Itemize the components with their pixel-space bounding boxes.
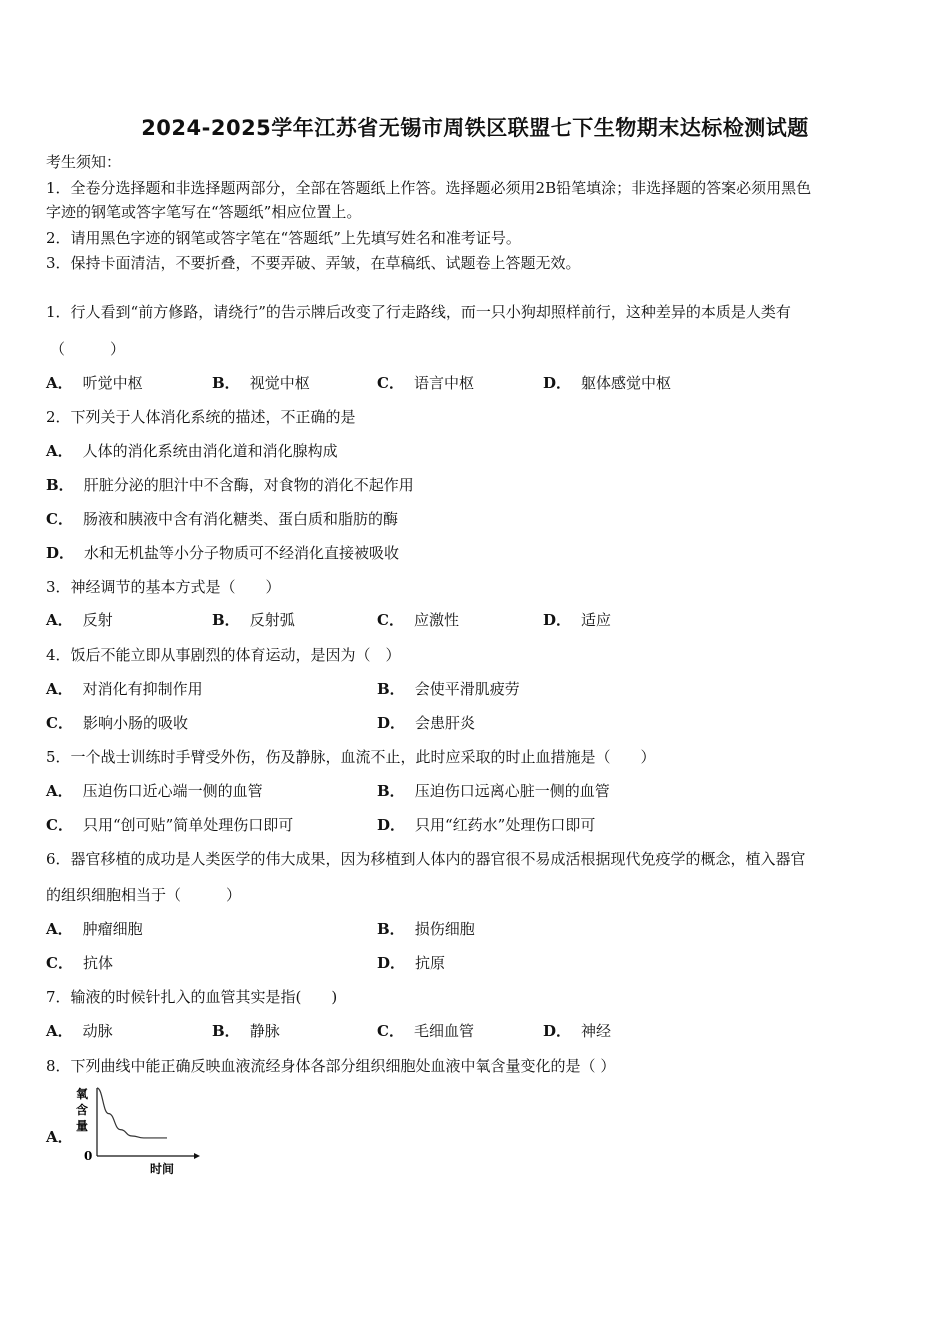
page-title: 2024-2025学年江苏省无锡市周铁区联盟七下生物期末达标检测试题 (141, 116, 809, 140)
oxygen-graph (72, 1084, 202, 1176)
option-text: 会使平滑肌疲劳 (414, 680, 520, 698)
q4-option-a[interactable] (46, 679, 203, 699)
option-text: 人体的消化系统由消化道和消化腺构成 (82, 442, 338, 460)
q3-option-a[interactable] (46, 610, 113, 630)
option-label: A． (46, 374, 73, 392)
option-label: D． (377, 954, 406, 972)
option-text: 应激性 (413, 611, 459, 629)
question-7-stem: 7．输液的时候针扎入的血管其实是指( ) (46, 988, 338, 1006)
option-text: 肠液和胰液中含有消化糖类、蛋白质和脂肪的酶 (82, 510, 398, 528)
q6-option-c[interactable] (46, 953, 113, 973)
option-label: C． (377, 611, 404, 629)
q2-option-a[interactable] (46, 441, 338, 461)
question-6-stem: 6．器官移植的成功是人类医学的伟大成果，因为移植到人体内的器官很不易成活根据现代免疫学的概念，植入器官 (46, 850, 806, 868)
graph-ylabel-1: 氧 (76, 1087, 89, 1101)
question-1-stem: 1．行人看到“前方修路，请绕行”的告示牌后改变了行走路线，而一只小狗却照样前行，这种差异的本质是人类有 (46, 303, 791, 321)
graph-curve (97, 1088, 167, 1138)
option-text: 抗原 (415, 954, 446, 972)
q1-option-c[interactable] (377, 373, 474, 393)
q6-option-a[interactable] (46, 919, 143, 939)
question-6-stem-cont: 的组织细胞相当于（ ） (46, 886, 242, 904)
option-text: 水和无机盐等小分子物质可不经消化直接被吸收 (84, 544, 400, 562)
q4-option-c[interactable] (46, 713, 188, 733)
option-label: B． (212, 374, 240, 392)
graph-xlabel: 时间 (150, 1162, 175, 1176)
option-label: D． (543, 1022, 572, 1040)
q7-option-c[interactable] (377, 1021, 474, 1041)
notice-line-2: 2．请用黑色字迹的钢笔或答字笔在“答题纸”上先填写姓名和准考证号。 (46, 229, 521, 247)
option-label: D． (377, 714, 406, 732)
option-text: 对消化有抑制作用 (82, 680, 203, 698)
question-2-stem: 2．下列关于人体消化系统的描述，不正确的是 (46, 408, 356, 426)
question-1-stem-cont: （ ） (50, 340, 126, 358)
option-text: 会患肝炎 (415, 714, 476, 732)
question-3-stem: 3．神经调节的基本方式是（ ） (46, 578, 281, 596)
question-4-stem: 4．饭后不能立即从事剧烈的体育运动，是因为（ ） (46, 646, 401, 664)
graph-ylabel-3: 量 (76, 1119, 89, 1133)
notice-line-1b: 字迹的钢笔或答字笔写在“答题纸”相应位置上。 (46, 203, 362, 221)
option-label: B． (377, 920, 405, 938)
q3-option-c[interactable] (377, 610, 459, 630)
q7-option-d[interactable] (543, 1021, 611, 1041)
q5-option-d[interactable] (377, 815, 595, 835)
q3-option-b[interactable] (212, 610, 295, 630)
option-text: 压迫伤口近心端一侧的血管 (82, 782, 263, 800)
q1-option-a[interactable] (46, 373, 143, 393)
option-text: 肝脏分泌的胆汁中不含酶，对食物的消化不起作用 (83, 476, 414, 494)
graph-ylabel-2: 含 (76, 1103, 89, 1117)
option-text: 躯体感觉中枢 (581, 374, 672, 392)
notice-heading: 考生须知： (46, 153, 122, 171)
q5-option-b[interactable] (377, 781, 610, 801)
option-text: 肿瘤细胞 (82, 920, 143, 938)
option-label: C． (377, 1022, 404, 1040)
option-label: A． (46, 920, 73, 938)
option-label: A． (46, 782, 73, 800)
option-label: A． (46, 1022, 73, 1040)
option-label: A． (46, 680, 73, 698)
q2-option-c[interactable] (46, 509, 398, 529)
option-label: C． (46, 510, 73, 528)
option-text: 反射 (82, 611, 113, 629)
question-8-stem: 8．下列曲线中能正确反映血液流经身体各部分组织细胞处血液中氧含量变化的是（ ） (46, 1057, 616, 1075)
q2-option-b[interactable] (46, 475, 414, 495)
option-text: 只用“红药水”处理伤口即可 (415, 816, 596, 834)
q7-option-a[interactable] (46, 1021, 113, 1041)
notice-line-3: 3．保持卡面清洁，不要折叠，不要弄破、弄皱，在草稿纸、试题卷上答题无效。 (46, 254, 581, 272)
q2-option-d[interactable] (46, 543, 399, 563)
option-label: D． (543, 374, 572, 392)
option-text: 影响小肠的吸收 (82, 714, 188, 732)
q5-option-a[interactable] (46, 781, 263, 801)
option-label: C． (46, 816, 73, 834)
option-label: A． (46, 442, 73, 460)
question-5-stem: 5．一个战士训练时手臂受外伤，伤及静脉，血流不止，此时应采取的时止血措施是（ ） (46, 748, 656, 766)
notice-line-1a: 1．全卷分选择题和非选择题两部分，全部在答题纸上作答。选择题必须用2B铅笔填涂；非选择题的答案必须用黑色 (46, 179, 812, 197)
option-text: 反射弧 (249, 611, 295, 629)
option-label: B． (377, 782, 405, 800)
q4-option-d[interactable] (377, 713, 475, 733)
q5-option-c[interactable] (46, 815, 293, 835)
option-label: C． (46, 954, 73, 972)
option-text: 动脉 (82, 1022, 113, 1040)
option-text: 神经 (581, 1022, 612, 1040)
q3-option-d[interactable] (543, 610, 611, 630)
option-text: 毛细血管 (413, 1022, 474, 1040)
option-label: C． (46, 714, 73, 732)
q1-option-b[interactable] (212, 373, 310, 393)
option-label: D． (543, 611, 572, 629)
option-label: A． (46, 1128, 73, 1146)
option-text: 抗体 (82, 954, 113, 972)
option-label: B． (212, 1022, 240, 1040)
q1-option-d[interactable] (543, 373, 671, 393)
option-text: 视觉中枢 (249, 374, 310, 392)
option-text: 语言中枢 (413, 374, 474, 392)
option-label: C． (377, 374, 404, 392)
option-label: D． (46, 544, 75, 562)
option-text: 损伤细胞 (414, 920, 475, 938)
option-text: 静脉 (249, 1022, 280, 1040)
option-text: 听觉中枢 (82, 374, 143, 392)
option-label: B． (212, 611, 240, 629)
option-label: D． (377, 816, 406, 834)
option-text: 压迫伤口远离心脏一侧的血管 (414, 782, 610, 800)
option-label: B． (46, 476, 74, 494)
q6-option-d[interactable] (377, 953, 445, 973)
q4-option-b[interactable] (377, 679, 520, 699)
option-label: A． (46, 611, 73, 629)
option-text: 适应 (581, 611, 612, 629)
graph-origin: 0 (84, 1149, 93, 1163)
q7-option-b[interactable] (212, 1021, 280, 1041)
q6-option-b[interactable] (377, 919, 475, 939)
option-label: B． (377, 680, 405, 698)
option-text: 只用“创可贴”简单处理伤口即可 (82, 816, 294, 834)
graph-x-arrow (194, 1153, 200, 1159)
